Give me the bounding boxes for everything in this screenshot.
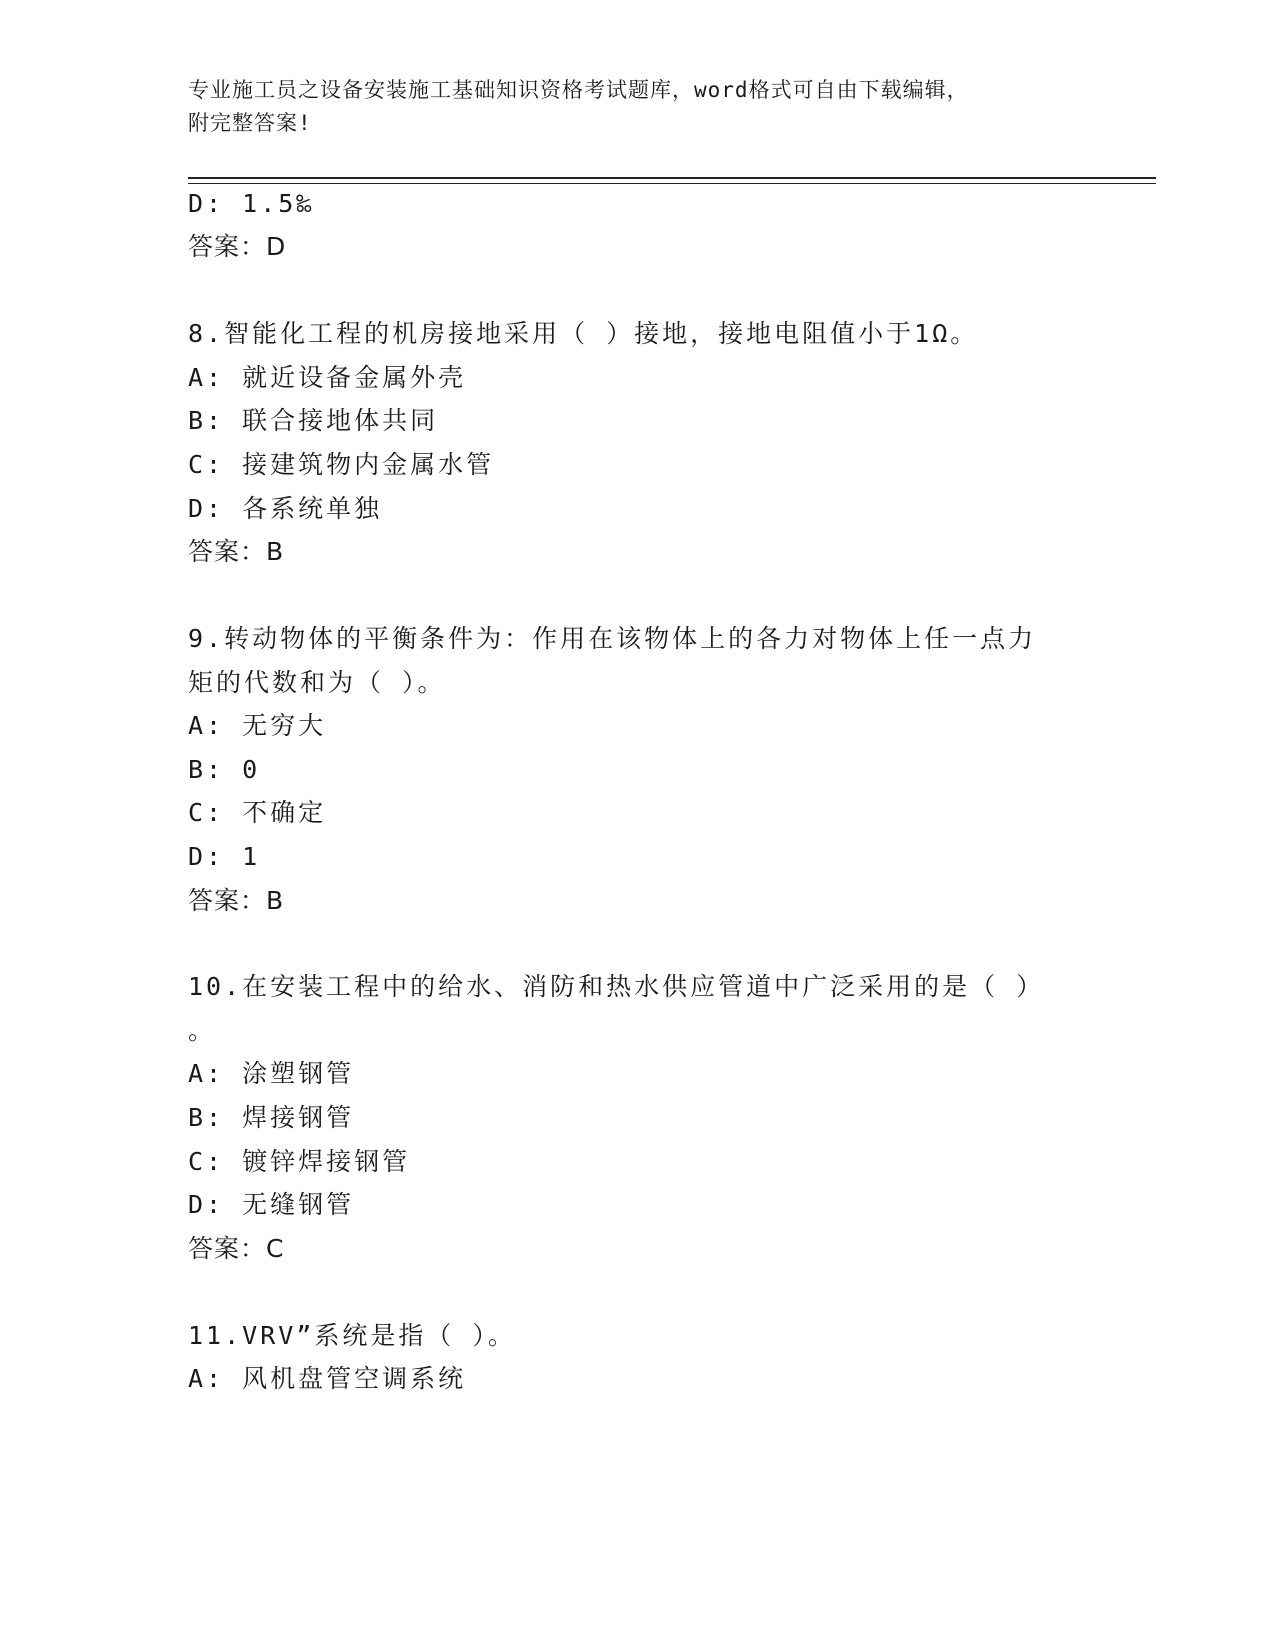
question-9-option-b: B: 0	[188, 755, 261, 784]
question-10-option-b: B: 焊接钢管	[188, 1103, 355, 1132]
question-9-option-d: D: 1	[188, 842, 261, 871]
question-10-option-d: D: 无缝钢管	[188, 1190, 355, 1219]
question-10-answer: 答案：C	[188, 1234, 285, 1263]
question-10-option-a: A: 涂塑钢管	[188, 1059, 355, 1088]
document-header	[188, 74, 1088, 140]
question-8-option-c: C: 接建筑物内金属水管	[188, 450, 495, 479]
header-divider-thin	[188, 183, 1156, 184]
question-10-stem-line-1: 10.在安装工程中的给水、消防和热水供应管道中广泛采用的是（ ）	[188, 972, 1045, 1001]
prev-answer: 答案：D	[188, 232, 287, 261]
question-8-answer: 答案：B	[188, 537, 285, 566]
header-divider-thick	[188, 177, 1156, 179]
question-8-stem: 8.智能化工程的机房接地采用（ ）接地，接地电阻值小于1Ω。	[188, 319, 979, 348]
header-line-2: 附完整答案!	[188, 111, 312, 135]
header-line-1: 专业施工员之设备安装施工基础知识资格考试题库，word格式可自由下载编辑，	[188, 78, 969, 102]
question-11-option-a: A: 风机盘管空调系统	[188, 1364, 467, 1393]
question-9-stem-line-1: 9.转动物体的平衡条件为：作用在该物体上的各力对物体上任一点力	[188, 624, 1037, 653]
question-8-option-b: B: 联合接地体共同	[188, 406, 439, 435]
question-9-answer: 答案：B	[188, 886, 285, 915]
prev-option-d: D: 1.5‰	[188, 189, 315, 218]
question-8-option-a: A: 就近设备金属外壳	[188, 363, 467, 392]
question-8-option-d: D: 各系统单独	[188, 494, 383, 523]
question-11-stem: 11.VRV”系统是指（ ）。	[188, 1321, 516, 1350]
question-10-option-c: C: 镀锌焊接钢管	[188, 1147, 411, 1176]
question-9-option-a: A: 无穷大	[188, 711, 327, 740]
question-9-option-c: C: 不确定	[188, 798, 327, 827]
question-10-stem-line-2: 。	[188, 1016, 217, 1045]
question-9-stem-line-2: 矩的代数和为（ ）。	[188, 668, 446, 697]
